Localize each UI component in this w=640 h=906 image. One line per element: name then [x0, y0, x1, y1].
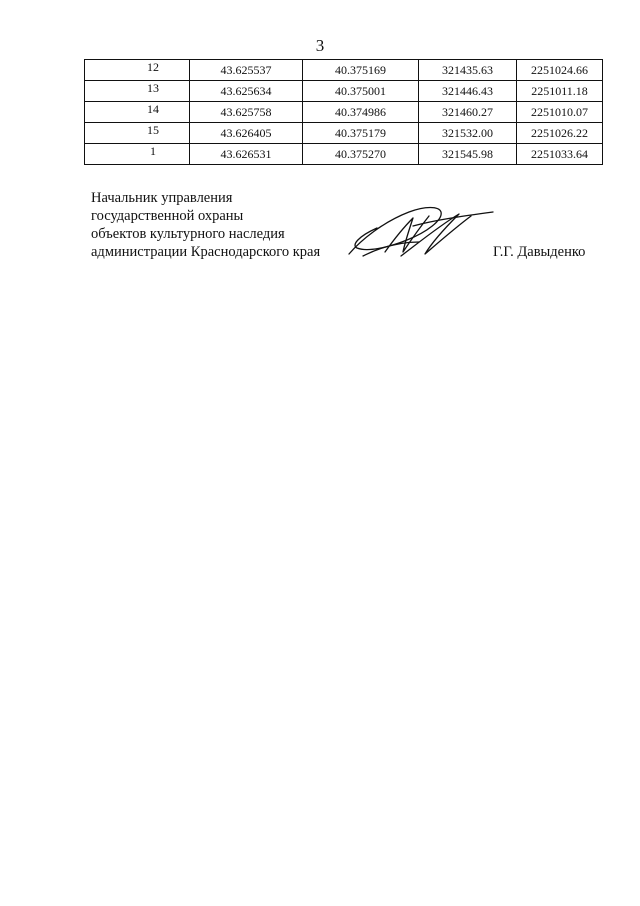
point-number-cell: 15	[85, 123, 190, 144]
latitude-cell: 43.626405	[190, 123, 303, 144]
y-coordinate-cell: 2251010.07	[517, 102, 603, 123]
point-number-cell: 12	[85, 60, 190, 81]
longitude-cell: 40.374986	[303, 102, 419, 123]
position-line: объектов культурного наследия	[91, 226, 285, 242]
table-row	[85, 81, 603, 102]
signer-name: Г.Г. Давыденко	[493, 244, 586, 260]
position-line: Начальник управления	[91, 190, 233, 206]
latitude-cell: 43.625758	[190, 102, 303, 123]
x-coordinate-cell: 321446.43	[419, 81, 517, 102]
x-coordinate-cell: 321435.63	[419, 60, 517, 81]
latitude-cell: 43.625634	[190, 81, 303, 102]
point-number-cell: 1	[85, 144, 190, 165]
point-number-cell: 13	[85, 81, 190, 102]
y-coordinate-cell: 2251033.64	[517, 144, 603, 165]
table-row	[85, 102, 603, 123]
handwritten-signature	[343, 196, 499, 266]
page-number: 3	[315, 36, 325, 55]
position-line: администрации Краснодарского края	[91, 244, 321, 260]
x-coordinate-cell: 321532.00	[419, 123, 517, 144]
position-line: государственной охраны	[91, 208, 244, 224]
point-number-cell: 14	[85, 102, 190, 123]
x-coordinate-cell: 321460.27	[419, 102, 517, 123]
x-coordinate-cell: 321545.98	[419, 144, 517, 165]
y-coordinate-cell: 2251011.18	[517, 81, 603, 102]
longitude-cell: 40.375001	[303, 81, 419, 102]
longitude-cell: 40.375169	[303, 60, 419, 81]
coordinates-table	[84, 59, 603, 165]
y-coordinate-cell: 2251024.66	[517, 60, 603, 81]
longitude-cell: 40.375270	[303, 144, 419, 165]
latitude-cell: 43.626531	[190, 144, 303, 165]
latitude-cell: 43.625537	[190, 60, 303, 81]
signatory-position	[91, 189, 320, 261]
longitude-cell: 40.375179	[303, 123, 419, 144]
table-row	[85, 123, 603, 144]
table-row	[85, 144, 603, 165]
table-row	[85, 60, 603, 81]
y-coordinate-cell: 2251026.22	[517, 123, 603, 144]
